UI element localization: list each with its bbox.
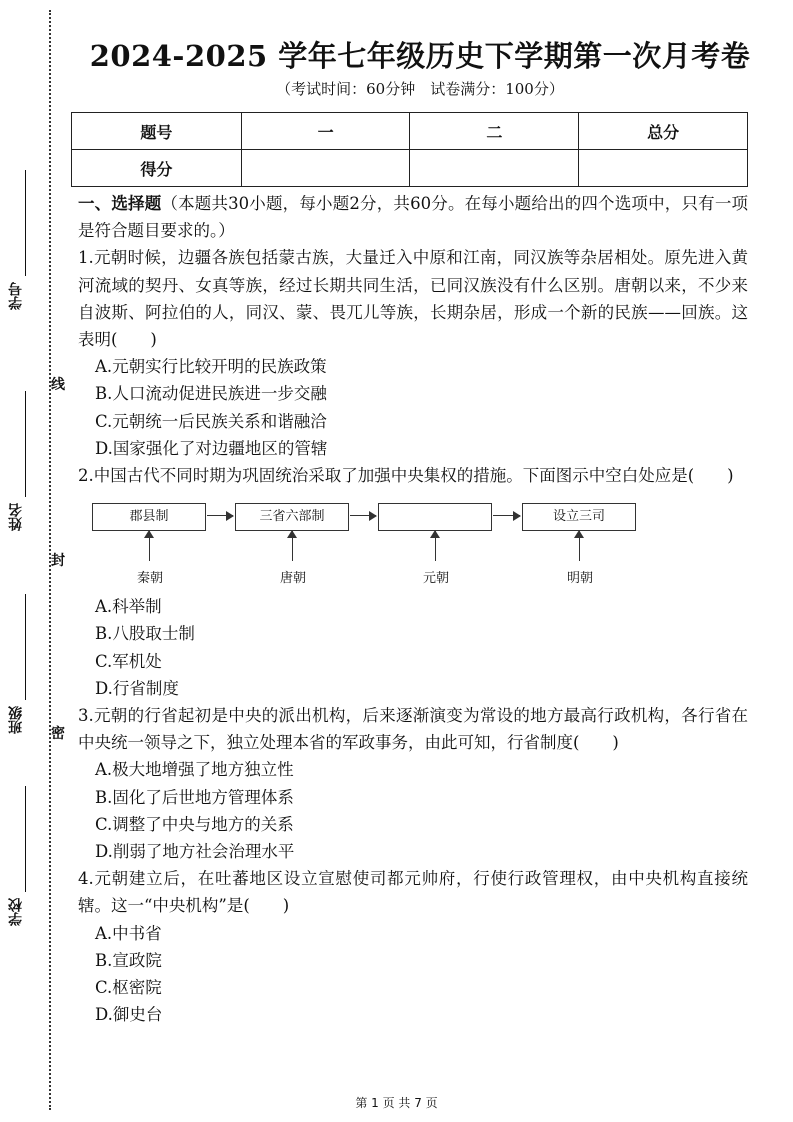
- diagram-arrow-1: [207, 515, 233, 516]
- binding-word-xian: 线: [51, 377, 65, 393]
- question-1-option-d[interactable]: D.国家强化了对边疆地区的管辖: [95, 438, 328, 458]
- name-label: 姓名: [8, 503, 24, 531]
- exam-subtitle: （考试时间：60分钟 试卷满分：100分）: [276, 80, 564, 98]
- question-2-option-d[interactable]: D.行省制度: [95, 678, 179, 698]
- student-id-blank[interactable]: [25, 170, 26, 276]
- class-label: 班级: [8, 706, 24, 734]
- score-cell-question-no: 题号: [72, 113, 242, 150]
- diagram-label-qin: 秦朝: [136, 571, 163, 587]
- school-blank[interactable]: [25, 786, 26, 892]
- score-input-total[interactable]: [579, 150, 748, 187]
- class-field: [6, 706, 30, 734]
- score-cell-score-label: 得分: [72, 150, 242, 187]
- diagram-label-tang: 唐朝: [279, 571, 306, 587]
- student-id-field: [6, 282, 30, 310]
- score-table-header-row: [72, 113, 748, 150]
- diagram-box-ming: 设立三司: [522, 503, 636, 531]
- exam-content: [78, 190, 748, 1028]
- question-4-option-c[interactable]: C.枢密院: [95, 978, 162, 998]
- school-label: 学校: [8, 898, 24, 926]
- class-blank[interactable]: [25, 594, 26, 700]
- diagram-label-yuan: 元朝: [422, 571, 449, 587]
- diagram-box-yuan-blank: [378, 503, 492, 531]
- diagram-arrow-3: [493, 515, 520, 516]
- name-blank[interactable]: [25, 391, 26, 497]
- question-3-option-a[interactable]: A.极大地增强了地方独立性: [95, 760, 294, 780]
- score-table: [71, 112, 748, 187]
- question-1-option-a[interactable]: A.元朝实行比较开明的民族政策: [95, 357, 327, 377]
- question-1-option-b[interactable]: B.人口流动促进民族进一步交融: [95, 384, 327, 404]
- diagram-label-ming: 明朝: [566, 571, 593, 587]
- question-2-option-c[interactable]: C.军机处: [95, 651, 162, 671]
- page-footer: 第 1 页 共 7 页: [355, 1096, 438, 1110]
- question-3-option-c[interactable]: C.调整了中央与地方的关系: [95, 814, 294, 834]
- diagram-up-arrow-tang: [292, 531, 293, 561]
- score-cell-total: 总分: [579, 113, 748, 150]
- question-2-option-a[interactable]: A.科举制: [95, 597, 162, 617]
- diagram-arrow-2: [350, 515, 376, 516]
- exam-title: 2024-2025 学年七年级历史下学期第一次月考卷: [89, 39, 751, 73]
- student-id-label: 学号: [8, 282, 24, 310]
- school-field: [6, 898, 30, 926]
- question-3-option-d[interactable]: D.削弱了地方社会治理水平: [95, 842, 295, 862]
- question-4-option-b[interactable]: B.宣政院: [95, 950, 162, 970]
- question-2-option-b[interactable]: B.八股取士制: [95, 624, 195, 644]
- diagram-box-qin: 郡县制: [92, 503, 206, 531]
- question-3-option-b[interactable]: B.固化了后世地方管理体系: [95, 787, 294, 807]
- diagram-box-tang: 三省六部制: [235, 503, 349, 531]
- binding-word-feng: 封: [51, 553, 65, 569]
- binding-word-mi: 密: [51, 726, 65, 742]
- score-input-part-2[interactable]: [410, 150, 579, 187]
- score-cell-part-2: 二: [410, 113, 579, 150]
- question-4-option-a[interactable]: A.中书省: [95, 923, 162, 943]
- diagram-up-arrow-qin: [149, 531, 150, 561]
- question-2-flow-diagram: [92, 493, 652, 591]
- question-1-option-c[interactable]: C.元朝统一后民族关系和谐融洽: [95, 411, 327, 431]
- diagram-up-arrow-ming: [579, 531, 580, 561]
- question-1-stem: 1.元朝时候，边疆各族包括蒙古族，大量迁入中原和江南，同汉族等杂居相处。原先进入黄河流域的契丹、女真等族，经过长期共同生活，已同汉族没有什么区别。唐朝以来，不少来自波斯、阿拉伯的人，同汉、蒙、畏兀儿等族，长期杂居，形成一个新的民族——回族。这表明( ): [78, 248, 748, 350]
- name-field: [6, 503, 30, 531]
- question-2-stem: 2.中国古代不同时期为巩固统治采取了加强中央集权的措施。下面图示中空白处应是( ): [78, 466, 734, 486]
- section-1-heading: [78, 190, 748, 244]
- score-input-part-1[interactable]: [241, 150, 410, 187]
- score-table-score-row: [72, 150, 748, 187]
- diagram-up-arrow-yuan: [435, 531, 436, 561]
- question-3-stem: 3.元朝的行省起初是中央的派出机构，后来逐渐演变为常设的地方最高行政机构，各行省在中央统一领导之下，独立处理本省的军政事务，由此可知，行省制度( ): [78, 706, 748, 753]
- question-4-stem: 4.元朝建立后，在吐蕃地区设立宣慰使司都元帅府，行使行政管理权，由中央机构直接统辖。这一“中央机构”是( ): [78, 869, 748, 916]
- question-4-option-d[interactable]: D.御史台: [95, 1005, 163, 1025]
- section-1-instruction: （本题共30小题，每小题2分，共60分。在每小题给出的四个选项中，只有一项是符合题目要求的。）: [78, 194, 748, 241]
- score-cell-part-1: 一: [241, 113, 410, 150]
- section-1-title: 一、选择题: [78, 194, 162, 213]
